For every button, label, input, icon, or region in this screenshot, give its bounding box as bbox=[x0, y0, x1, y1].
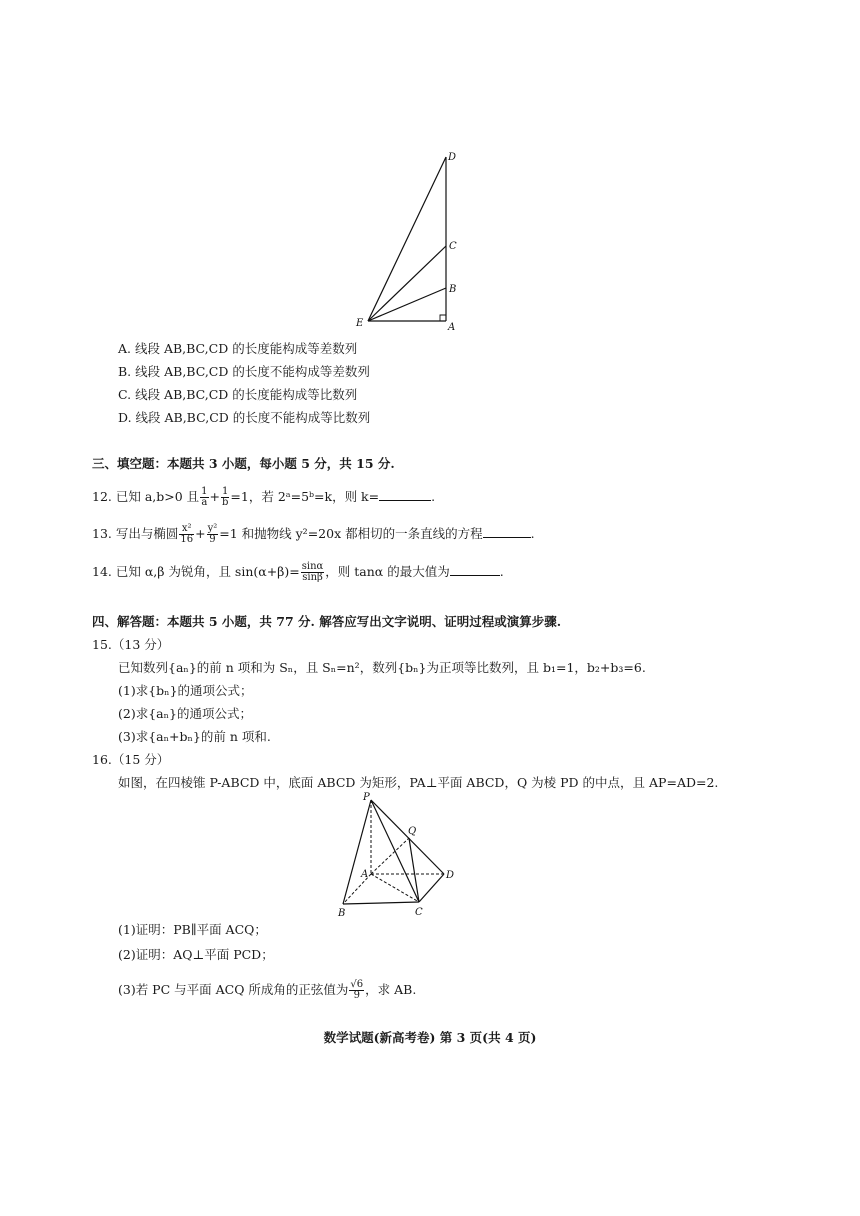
q13-fraction-2 bbox=[207, 524, 219, 545]
q12-frac2-num: 1 bbox=[222, 486, 229, 497]
section4-heading: 四、解答题：本题共 5 小题，共 77 分. 解答应写出文字说明、证明过程或演算步骤. bbox=[92, 614, 562, 629]
q16-part-3 bbox=[118, 980, 416, 1001]
q13-frac1-den: 16 bbox=[180, 534, 194, 545]
segment-ED bbox=[368, 157, 446, 321]
q13-suffix: =1 和抛物线 y²=20x 都相切的一条直线的方程 bbox=[219, 526, 483, 541]
q13-frac2-num: y² bbox=[207, 523, 218, 534]
q12-plus: + bbox=[209, 489, 221, 504]
label-B: B bbox=[449, 284, 457, 295]
q13-end: . bbox=[530, 526, 535, 541]
q12-fraction-2 bbox=[221, 487, 229, 508]
q12-prefix: 12. 已知 a,b>0 且 bbox=[92, 489, 200, 504]
q13-frac2-den: 9 bbox=[209, 534, 216, 545]
q14-suffix: ，则 tanα 的最大值为 bbox=[325, 564, 450, 579]
q16-part-2: (2)证明：AQ⊥平面 PCD； bbox=[118, 947, 274, 962]
label-P: P bbox=[363, 792, 370, 803]
q12-frac2-den: b bbox=[222, 497, 229, 508]
q12-end: . bbox=[431, 489, 436, 504]
q15-part-1: (1)求{bₙ}的通项公式； bbox=[118, 683, 253, 698]
q12-frac1-den: a bbox=[201, 497, 208, 508]
question-13 bbox=[92, 524, 535, 545]
pyramid-figure bbox=[335, 792, 465, 922]
segment-EC bbox=[368, 246, 446, 321]
q15-stem: 已知数列{aₙ}的前 n 项和为 Sₙ，且 Sₙ=n²，数列{bₙ}为正项等比数列，且 b₁=1，b₂+b₃=6. bbox=[118, 660, 646, 675]
q16-p3-fraction bbox=[349, 980, 364, 1001]
q14-fraction bbox=[301, 562, 325, 583]
edge-BC bbox=[343, 902, 419, 904]
question-14 bbox=[92, 562, 504, 583]
q13-plus: + bbox=[195, 526, 206, 541]
question-12 bbox=[92, 487, 435, 508]
q13-answer-blank[interactable] bbox=[483, 525, 531, 538]
label-D: D bbox=[446, 870, 455, 881]
q13-fraction-1 bbox=[179, 524, 194, 545]
q16-p3-prefix: (3)若 PC 与平面 ACQ 所成角的正弦值为 bbox=[118, 982, 349, 997]
q13-prefix: 13. 写出与椭圆 bbox=[92, 526, 179, 541]
q13-frac1-num: x² bbox=[179, 524, 194, 535]
option-a: A. 线段 AB,BC,CD 的长度能构成等差数列 bbox=[118, 341, 358, 356]
q14-answer-blank[interactable] bbox=[450, 563, 500, 576]
q15-part-3: (3)求{aₙ+bₙ}的前 n 项和. bbox=[118, 729, 271, 744]
q16-title: 16.（15 分） bbox=[92, 752, 170, 767]
label-C: C bbox=[415, 907, 423, 918]
label-D: D bbox=[448, 152, 457, 163]
edge-PD bbox=[371, 800, 444, 874]
geometry-figure-1 bbox=[350, 150, 470, 340]
edge-PC bbox=[371, 800, 419, 902]
segment-EB bbox=[368, 288, 446, 321]
q16-p3-den: 9 bbox=[353, 990, 360, 1001]
q16-p3-num: √6 bbox=[350, 979, 364, 990]
option-c: C. 线段 AB,BC,CD 的长度能构成等比数列 bbox=[118, 387, 358, 402]
q14-end: . bbox=[499, 564, 504, 579]
q12-fraction-1 bbox=[200, 487, 208, 508]
page-footer: 数学试题(新高考卷) 第 3 页(共 4 页) bbox=[323, 1030, 537, 1045]
q12-suffix: =1，若 2ᵃ=5ᵇ=k，则 k= bbox=[230, 489, 380, 504]
option-d: D. 线段 AB,BC,CD 的长度不能构成等比数列 bbox=[118, 410, 371, 425]
label-C: C bbox=[449, 241, 457, 252]
q14-prefix: 14. 已知 α,β 为锐角，且 sin(α+β)= bbox=[92, 564, 300, 579]
right-angle-mark bbox=[440, 315, 446, 321]
q15-part-2: (2)求{aₙ}的通项公式； bbox=[118, 706, 252, 721]
label-B: B bbox=[338, 908, 346, 919]
option-b: B. 线段 AB,BC,CD 的长度不能构成等差数列 bbox=[118, 364, 370, 379]
q12-answer-blank[interactable] bbox=[379, 488, 431, 501]
label-A: A bbox=[448, 322, 456, 333]
section3-heading: 三、填空题：本题共 3 小题，每小题 5 分，共 15 分. bbox=[92, 456, 395, 471]
q16-part-1: (1)证明：PB∥平面 ACQ； bbox=[118, 922, 267, 937]
q12-frac1-num: 1 bbox=[201, 486, 208, 497]
label-E: E bbox=[356, 318, 364, 329]
label-Q: Q bbox=[408, 826, 417, 837]
label-A: A bbox=[361, 869, 369, 880]
q14-frac-num: sinα bbox=[301, 561, 324, 572]
q15-title: 15.（13 分） bbox=[92, 637, 170, 652]
q16-p3-suffix: ，求 AB. bbox=[365, 982, 417, 997]
edge-CD bbox=[419, 874, 444, 902]
q14-frac-den: sinβ bbox=[302, 572, 323, 583]
q16-stem: 如图，在四棱锥 P-ABCD 中，底面 ABCD 为矩形，PA⊥平面 ABCD，Q 为棱 PD 的中点，且 AP=AD=2. bbox=[118, 775, 719, 790]
